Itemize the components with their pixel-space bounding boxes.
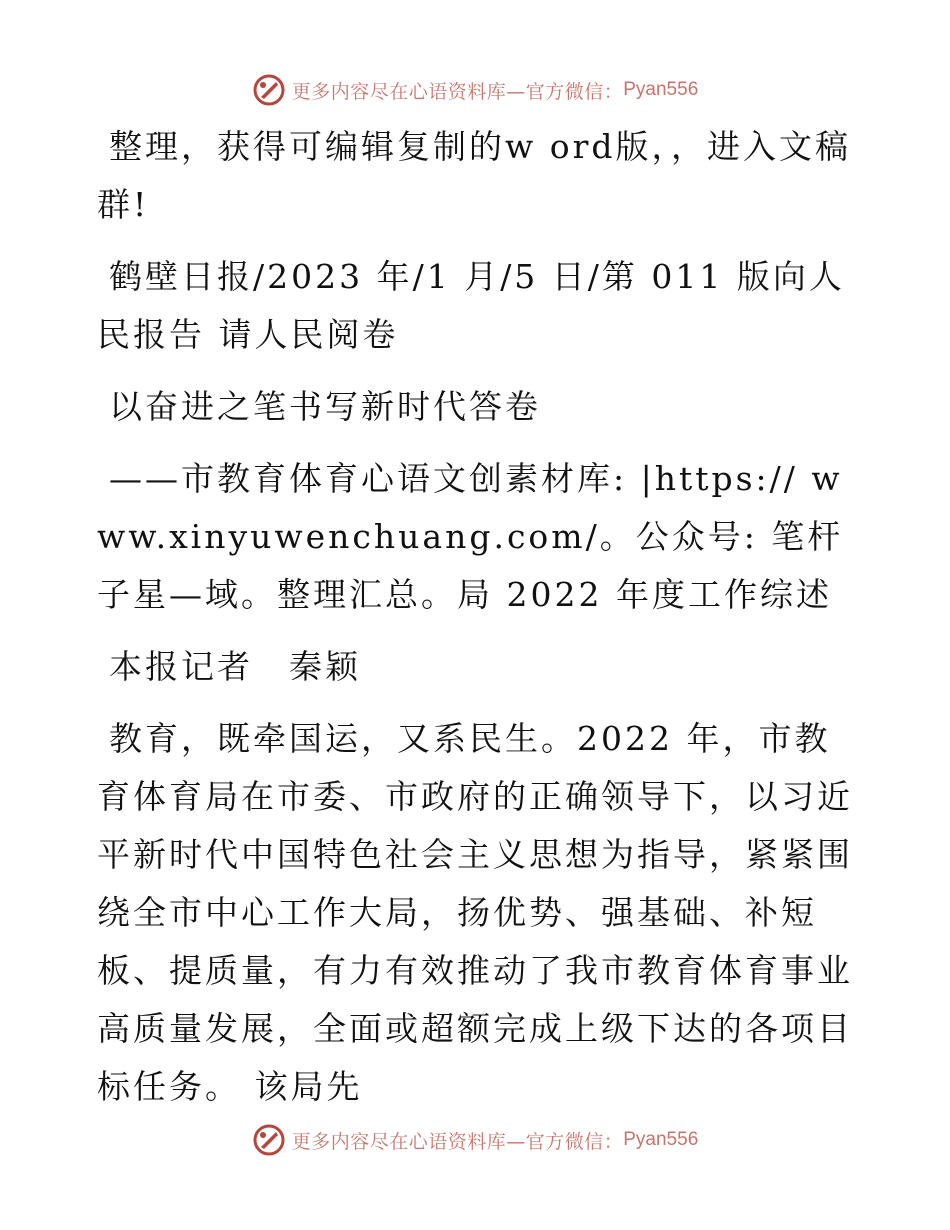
watermark-wechat-id: Pyan556 [623,79,699,100]
article-title: 以奋进之笔书写新时代答卷 [109,387,541,426]
header-watermark [0,70,950,110]
quill-logo-icon [252,73,286,107]
document-body [97,118,857,1130]
watermark-text: 更多内容尽在心语资料库—官方微信： [291,80,624,103]
watermark-text: 更多内容尽在心语资料库—官方微信： [291,1130,624,1153]
footer-watermark [0,1120,950,1160]
article-body-paragraph: 教育，既牵国运，又系民生。2022 年，市教育体育局在市委、市政府的正确领导下，以习近平新时代中国特色社会主义思想为指导，紧紧围绕全市中心工作大局，扬优势、强基础、补短板、提质量，有力有效推动了我市教育体育事业高质量发展，全面或超额完成上级下达的各项目标任务。 该局先 [97,719,853,1106]
paragraph-source: 鹤壁日报/2023 年/1 月/5 日/第 011 版向人民报告 请人民阅卷 [97,257,845,354]
watermark-wechat-id: Pyan556 [623,1129,699,1150]
article-byline: 本报记者 秦颖 [109,647,361,686]
article-subtitle: ——市教育体育心语文创素材库: |https:// www.xinyuwenchuang.com/。公众号: 笔杆子星—域。整理汇总。局 2022 年度工作综述 [97,459,844,614]
paragraph-intro: 整理，获得可编辑复制的w ord版，，进入文稿群! [97,127,852,224]
quill-logo-icon [252,1123,286,1157]
